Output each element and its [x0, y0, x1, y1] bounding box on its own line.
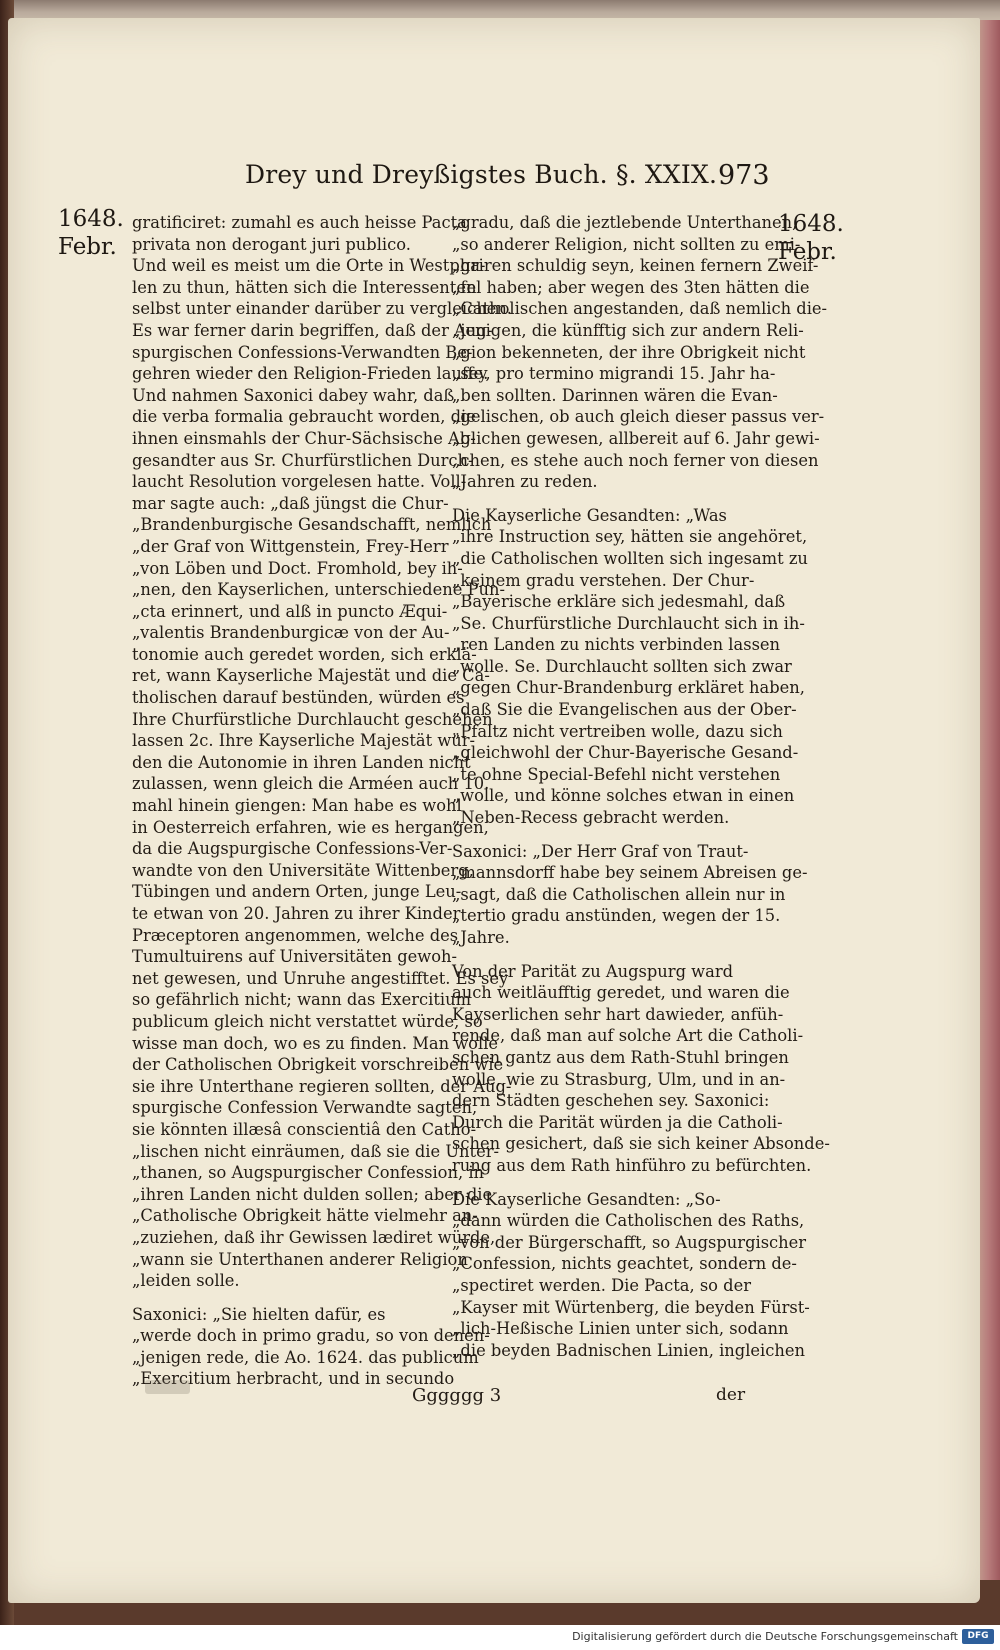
- text-line: „Brandenburgische Gesandschafft, nemlich: [132, 515, 492, 535]
- text-line: Es war ferner darin begriffen, daß der Aug-: [132, 320, 493, 340]
- paragraph-gap: [452, 1177, 750, 1189]
- text-line: „Catholischen angestanden, daß nemlich die-: [452, 299, 828, 319]
- text-line: „gleichwohl der Chur-Bayerische Gesand-: [452, 743, 799, 763]
- text-line: Und nahmen Saxonici dabey wahr, daß: [132, 385, 455, 405]
- text-line: auch weitläufftig geredet, und waren die: [452, 983, 790, 1003]
- page-number: 973: [718, 160, 770, 191]
- text-line: Præceptoren angenommen, welche des: [132, 925, 459, 945]
- text-line: Die Kayserliche Gesandten: „Was: [452, 505, 727, 525]
- text-line: „zuziehen, daß ihr Gewissen lædiret würde,: [132, 1227, 496, 1247]
- text-line: Die Kayserliche Gesandten: „So-: [452, 1189, 721, 1209]
- text-line: tholischen darauf bestünden, würden es: [132, 688, 465, 708]
- text-line: „so anderer Religion, nicht sollten zu emi-: [452, 234, 801, 254]
- text-line: „gelischen, ob auch gleich dieser passus ver-: [452, 407, 825, 427]
- text-line: da die Augspurgische Confessions-Ver-: [132, 839, 453, 859]
- text-line: wisse man doch, wo es zu finden. Man wolle: [132, 1033, 499, 1053]
- text-line: „Confession, nichts geachtet, sondern de-: [452, 1254, 797, 1274]
- text-line: „glichen gewesen, allbereit auf 6. Jahr gewi-: [452, 428, 820, 448]
- digitization-credit: Digitalisierung gefördert durch die Deutsche Forschungsgemeinschaft: [572, 1630, 958, 1643]
- text-line: „ihren Landen nicht dulden sollen; aber die: [132, 1184, 493, 1204]
- text-line: schen gesichert, daß sie sich keiner Absonde-: [452, 1134, 830, 1154]
- text-line: Durch die Parität würden ja die Catholi-: [452, 1112, 783, 1132]
- text-line: Tumultuirens auf Universitäten gewoh-: [132, 947, 458, 967]
- text-line: „leiden solle.: [132, 1271, 240, 1291]
- text-line: „Neben-Recess gebracht werden.: [452, 808, 730, 828]
- text-line: Saxonici: „Der Herr Graf von Traut-: [452, 841, 749, 861]
- text-line: Und weil es meist um die Orte in Westpha-: [132, 256, 486, 276]
- text-line: „wolle. Se. Durchlaucht sollten sich zwar: [452, 656, 792, 676]
- text-line: „Se. Churfürstliche Durchlaucht sich in ih-: [452, 613, 805, 633]
- text-line: „Bayerische erkläre sich jedesmahl, daß: [452, 592, 786, 612]
- text-line: len zu thun, hätten sich die Interessenten: [132, 277, 477, 297]
- text-line: „lich-Heßische Linien unter sich, sodann: [452, 1319, 789, 1339]
- margin-year: 1648.: [58, 206, 124, 232]
- text-line: „spectiret werden. Die Pacta, so der: [452, 1275, 751, 1295]
- text-line: „te ohne Special-Befehl nicht verstehen: [452, 764, 781, 784]
- text-line: te etwan von 20. Jahren zu ihrer Kinder: [132, 904, 461, 923]
- text-line: Saxonici: „Sie hielten dafür, es: [132, 1304, 386, 1324]
- text-line: dern Städten geschehen sey. Saxonici:: [452, 1091, 770, 1111]
- running-header: Drey und Dreyßigstes Buch. §. XXIX.: [245, 160, 718, 189]
- text-line: den die Autonomie in ihren Landen nicht: [132, 752, 471, 772]
- text-line: „Kayser mit Würtenberg, die beyden Fürst-: [452, 1297, 810, 1317]
- text-line: „jenigen, die künfftig sich zur andern Reli-: [452, 320, 804, 340]
- text-line: in Oesterreich erfahren, wie es hergangen,: [132, 817, 489, 837]
- text-line: rende, daß man auf solche Art die Catholi-: [452, 1026, 804, 1046]
- text-line: tonomie auch geredet worden, sich erklä-: [132, 644, 477, 664]
- text-line: publicum gleich nicht verstattet würde, so: [132, 1011, 483, 1031]
- ink-bleed-mark: [145, 1380, 190, 1394]
- text-line: Ihre Churfürstliche Durchlaucht geschehen: [132, 709, 493, 729]
- text-line: „chen, es stehe auch noch ferner von diesen: [452, 450, 819, 470]
- text-line: „wolle, und könne solches etwan in einen: [452, 786, 795, 806]
- text-line: ihnen einsmahls der Chur-Sächsische Ab-: [132, 428, 476, 448]
- text-line: „von Löben und Doct. Fromhold, bey ih-: [132, 558, 463, 578]
- text-line: „sey, pro termino migrandi 15. Jahr ha-: [452, 364, 776, 384]
- text-line: „ben sollten. Darinnen wären die Evan-: [452, 385, 778, 405]
- text-column-left: [132, 212, 512, 1390]
- text-line: „mannsdorff habe bey seinem Abreisen ge-: [452, 863, 808, 883]
- text-line: gratificiret: zumahl es auch heisse Pacta: [132, 213, 467, 232]
- text-line: „jenigen rede, die Ao. 1624. das publicum: [132, 1347, 479, 1367]
- paragraph-gap: [452, 829, 750, 841]
- text-line: so gefährlich nicht; wann das Exercitium: [132, 990, 472, 1010]
- text-line: „gradu, daß die jeztlebende Unterthanen,: [452, 213, 798, 232]
- paragraph-gap: [452, 949, 750, 961]
- text-line: lassen 2c. Ihre Kayserliche Majestät wür-: [132, 731, 476, 751]
- margin-month: Febr.: [778, 239, 837, 265]
- text-line: der Catholischen Obrigkeit vorschreiben wie: [132, 1055, 504, 1075]
- text-line: „griren schuldig seyn, keinen fernern Zweif-: [452, 256, 819, 276]
- text-line: gesandter aus Sr. Churfürstlichen Durch-: [132, 450, 474, 470]
- text-line: schen gantz aus dem Rath-Stuhl bringen: [452, 1047, 789, 1067]
- text-line: wolle, wie zu Strasburg, Ulm, und in an-: [452, 1069, 786, 1089]
- margin-year: 1648.: [778, 211, 844, 237]
- text-line: „Jahre.: [452, 928, 510, 947]
- text-line: „werde doch in primo gradu, so von denen-: [132, 1326, 490, 1346]
- text-line: „von der Bürgerschafft, so Augspurgischer: [452, 1232, 807, 1252]
- text-line: ret, wann Kayserliche Majestät und die Ca-: [132, 666, 490, 686]
- text-line: mahl hinein giengen: Man habe es wohl: [132, 796, 462, 816]
- text-line: „nen, den Kayserlichen, unterschiedene Pun-: [132, 580, 505, 600]
- text-line: „daß Sie die Evangelischen aus der Ober-: [452, 700, 797, 720]
- text-line: „der Graf von Wittgenstein, Frey-Herr: [132, 536, 449, 556]
- text-line: selbst unter einander darüber zu vergleichen.: [132, 299, 512, 319]
- paragraph-gap: [132, 1292, 432, 1304]
- text-line: „cta erinnert, und alß in puncto Æqui-: [132, 601, 448, 621]
- text-line: „tertio gradu anstünden, wegen der 15.: [452, 906, 781, 926]
- text-line: „ihre Instruction sey, hätten sie angehöret,: [452, 527, 808, 547]
- text-line: spurgische Confession Verwandte sagten,: [132, 1098, 478, 1118]
- text-line: zulassen, wenn gleich die Arméen auch 10.: [132, 774, 490, 794]
- text-line: net gewesen, und Unruhe angestifftet. Es sey: [132, 968, 509, 988]
- text-line: laucht Resolution vorgelesen hatte. Voll-: [132, 472, 467, 492]
- text-line: „Exercitium herbracht, und in secundo: [132, 1369, 455, 1389]
- text-line: rung aus dem Rath hinführo zu befürchten.: [452, 1155, 812, 1175]
- text-line: mar sagte auch: „daß jüngst die Chur-: [132, 493, 449, 513]
- text-line: privata non derogant juri publico.: [132, 234, 411, 254]
- text-line: „gion bekenneten, der ihre Obrigkeit nicht: [452, 342, 806, 362]
- text-line: „die Catholischen wollten sich ingesamt zu: [452, 548, 808, 568]
- margin-month: Febr.: [58, 234, 117, 260]
- signature-mark: Gggggg 3: [412, 1385, 502, 1406]
- text-line: spurgischen Confessions-Verwandten Be-: [132, 342, 473, 362]
- margin-note-left: [58, 205, 124, 261]
- text-line: gehren wieder den Religion-Frieden lauffe.: [132, 364, 489, 384]
- text-line: Von der Parität zu Augspurg ward: [452, 961, 734, 981]
- catchword: der: [716, 1385, 746, 1405]
- text-line: Tübingen und andern Orten, junge Leu-: [132, 882, 462, 902]
- paragraph-gap: [452, 493, 750, 505]
- text-line: sie ihre Unterthane regieren sollten, der Aug-: [132, 1076, 512, 1096]
- text-line: „sagt, daß die Catholischen allein nur in: [452, 884, 786, 904]
- text-line: sie könnten illæsâ conscientiâ den Catho-: [132, 1119, 477, 1139]
- text-line: „Jahren zu reden.: [452, 472, 598, 492]
- text-line: „ren Landen zu nichts verbinden lassen: [452, 635, 781, 655]
- text-line: „Pfaltz nicht vertreiben wolle, dazu sich: [452, 721, 783, 741]
- text-line: „wann sie Unterthanen anderer Religion: [132, 1249, 468, 1269]
- text-line: „valentis Brandenburgicæ von der Au-: [132, 623, 450, 643]
- text-line: wandte von den Universitäte Wittenberg,: [132, 860, 474, 880]
- text-line: „die beyden Badnischen Linien, ingleichen: [452, 1340, 805, 1360]
- text-line: „dann würden die Catholischen des Raths,: [452, 1211, 805, 1231]
- text-line: Kayserlichen sehr hart dawieder, anfüh-: [452, 1004, 784, 1024]
- text-line: „fel haben; aber wegen des 3ten hätten die: [452, 277, 810, 297]
- dfg-logo-icon: DFG: [962, 1629, 994, 1644]
- text-line: „gegen Chur-Brandenburg erkläret haben,: [452, 678, 805, 698]
- text-line: „Catholische Obrigkeit hätte vielmehr an-: [132, 1206, 478, 1226]
- text-line: „thanen, so Augspurgischer Confession, in: [132, 1163, 485, 1183]
- text-line: „keinem gradu verstehen. Der Chur-: [452, 570, 755, 590]
- text-line: „lischen nicht einräumen, daß sie die Unter-: [132, 1141, 499, 1161]
- text-line: die verba formalia gebraucht worden, die: [132, 407, 476, 427]
